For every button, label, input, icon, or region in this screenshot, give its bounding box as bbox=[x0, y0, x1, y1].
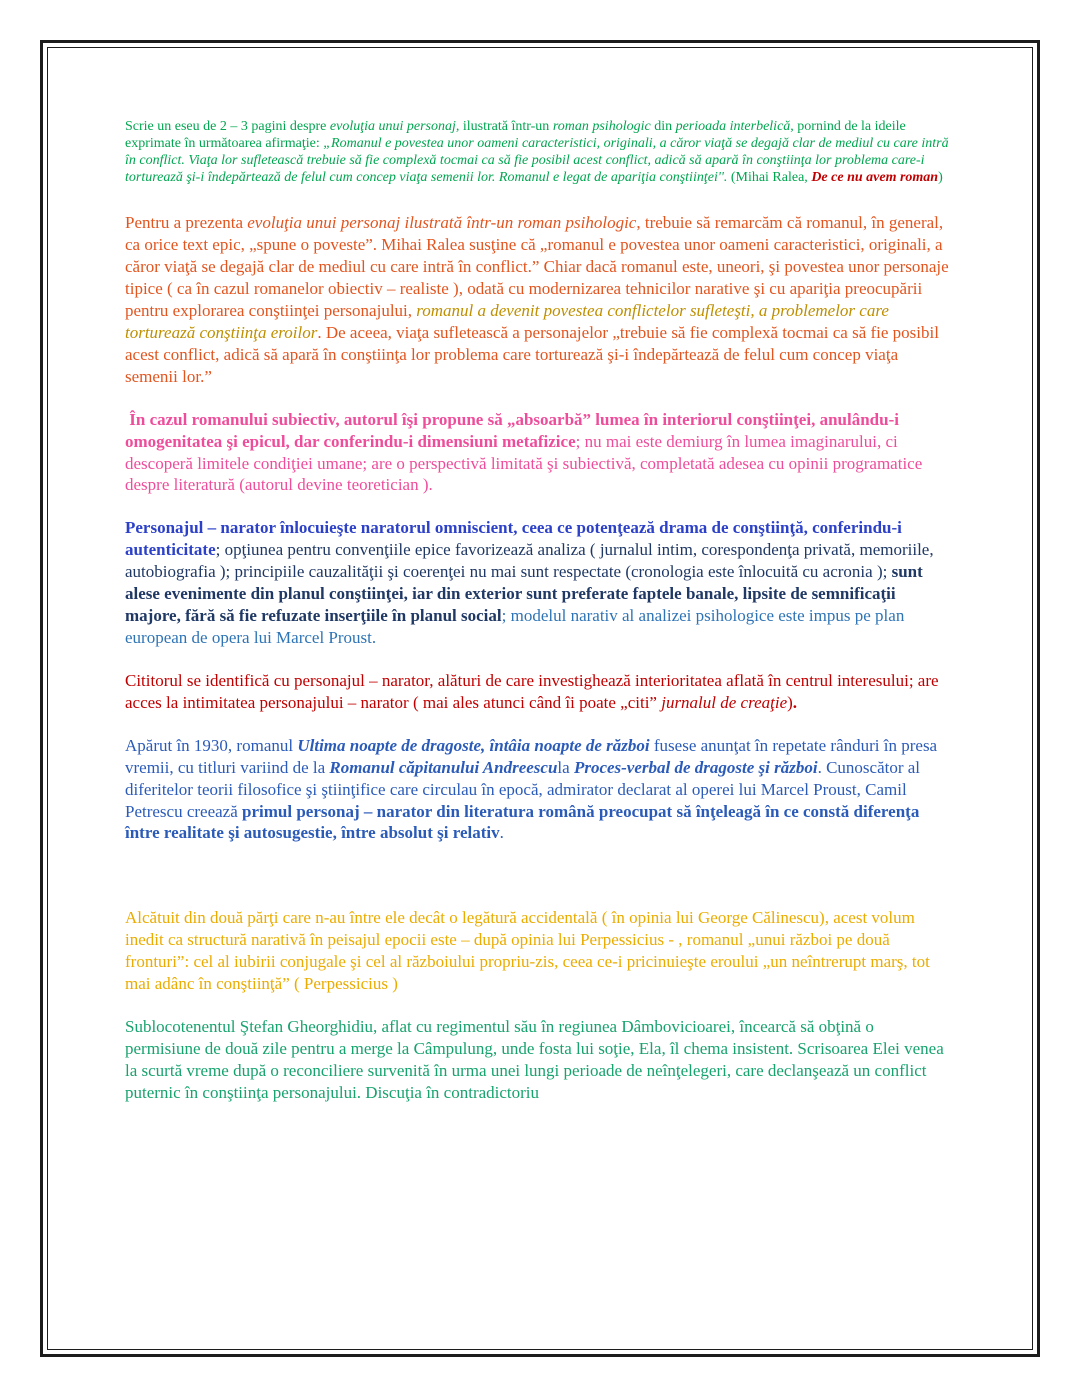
text-run: sunt alese evenimente din planul conştiinţei, iar din exterior sunt preferate faptele banale, lipsite de semnificaţii majore, fără să fie refuzate inserţiile în planul social bbox=[125, 562, 928, 626]
text-run: ) bbox=[787, 692, 793, 712]
text-run: Apărut în 1930, romanul bbox=[125, 735, 298, 755]
text-run: . bbox=[499, 823, 504, 843]
text-run: ; nu mai este demiurg în lumea imaginarului, ci descoperă limitele condiţiei umane; are o perspectivă limitată şi subiectivă, completată adesea cu opinii programatice despre literatură (autorul devine teoretician ). bbox=[125, 431, 927, 495]
text-run: roman psihologic bbox=[552, 119, 651, 134]
text-run: fusese anunţat în repetate rânduri în presa vremii, cu titluri variind de la bbox=[125, 735, 942, 777]
document-body bbox=[125, 118, 953, 1125]
essay-prompt-paragraph bbox=[125, 118, 953, 186]
text-run: , pornind de la ideile exprimate în următoarea afirmaţie: bbox=[125, 119, 910, 152]
text-run: primul personaj – narator din literatura română preocupat să înţeleagă în ce constă diferenţa între realitate şi autosugestie, între absolut şi relativ bbox=[125, 801, 924, 843]
plot-summary-paragraph bbox=[125, 1016, 953, 1104]
subjective-novel-paragraph bbox=[125, 409, 953, 497]
text-run: Pentru a prezenta bbox=[125, 213, 248, 233]
text-run: . De aceea, viaţa sufletească a personajelor „trebuie să fie complexă tocmai ca să fie posibil acest conflict, adică să apară în conştiinţa lor problema care torturează şi-i îndepărtează de felul cum concep viaţa semenii lor.” bbox=[125, 322, 944, 386]
text-run: Scrie un eseu de 2 – 3 pagini despre bbox=[125, 119, 330, 134]
text-run: evoluţia unui personaj, bbox=[329, 119, 460, 134]
narrator-character-paragraph bbox=[125, 517, 953, 649]
text-run: (Mihai Ralea, bbox=[727, 170, 812, 186]
text-run: Romanul căpitanului Andreescu bbox=[329, 757, 558, 777]
text-run: . bbox=[792, 692, 798, 712]
text-run: perioada interbelică bbox=[675, 119, 791, 134]
text-run: ilustrată într-un bbox=[459, 119, 553, 134]
text-run: „Romanul e povestea unor oameni caracteristici, originali, a căror viaţă se degajă clar de mediul cu care intră în conflict. Viaţa lor sufletească trebuie să fie complexă tocmai ca să fie posibil acest conflict, adică să apară în conştiinţa lor problema care-i torturează şi-i îndepărtează de felul cum concep viaţa semenii lor. Romanul e legat de apariţia conştiinţei''. bbox=[125, 136, 953, 186]
text-run: În cazul romanului subiectiv, autorul îşi propune să „absoarbă” lumea în interiorul conştiinţei, anulându-i omogenitatea şi epicul, dar conferindu-i dimensiuni metafizice bbox=[125, 409, 904, 451]
structure-paragraph bbox=[125, 907, 953, 995]
reader-identification-paragraph bbox=[125, 670, 953, 714]
text-run: , trebuie să remarcăm că romanul, în general, ca orice text epic, „spune o poveste”. Mihai Ralea susţine că „romanul e povestea unor oameni caracteristici, originali, a căror viaţă se degajă clar de mediul cu care intră în conflict.” Chiar dacă romanul este, uneori, şi povestea unor personaje tipice ( ca în cazul romanelor obiectiv – realiste ), odată cu modernizarea tehnicilor narative şi cu apariţia preocupării pentru explorarea conştiinţei personajului, bbox=[125, 213, 953, 320]
text-run: Proces-verbal de dragoste şi război bbox=[573, 757, 818, 777]
intro-paragraph bbox=[125, 212, 953, 387]
text-run: din bbox=[650, 119, 676, 134]
text-run: Cititorul se identifică cu personajul – narator, alături de care investighează interioritatea aflată în centrul interesului; are acces la intimitatea personajului – narator ( mai ales atunci când îi poate „citi” bbox=[125, 670, 943, 712]
text-run: Personajul – narator înlocuieşte naratorul omniscient, ceea ce potenţează drama de conştiinţă, conferindu-i autenticitate bbox=[125, 518, 907, 560]
blank-line bbox=[125, 865, 953, 886]
text-run: ; opţiunea pentru convenţiile epice favorizează analiza ( jurnalul intim, corespondenţa privată, memoriile, autobiografia ); principiile cauzalităţii şi coerenţei nu mai sunt respectate (cronologia este înlocuită cu acronia ); bbox=[125, 540, 938, 582]
text-run: ) bbox=[938, 170, 943, 186]
publication-paragraph bbox=[125, 735, 953, 845]
text-run: evoluţia unui personaj ilustrată într-un roman psihologic bbox=[247, 213, 637, 233]
text-run: Ultima noapte de dragoste, întâia noapte de război bbox=[297, 735, 650, 755]
text-run: romanul a devenit povestea conflictelor sufleteşti, a problemelor care torturează conştiinţa eroilor bbox=[125, 301, 894, 342]
text-run: la bbox=[557, 757, 574, 777]
text-run: Alcătuit din două părţi care n-au între ele decât o legătură accidentală ( în opinia lui George Călinescu), acest volum inedit ca structură narativă în peisajul epocii este – după opinia lui Perpessicius - , romanul „unui război pe două fronturi”: cel al iubirii conjugale şi cel al războiului propriu-zis, ceea ce-i pricinuieşte eroului „un neîntrerupt marş, tot mai adânc în conştiinţă” ( Perpessicius ) bbox=[125, 908, 935, 994]
text-run: ; modelul narativ al analizei psihologice este impus pe plan european de opera lui Marcel Proust. bbox=[125, 606, 909, 647]
text-run: De ce nu avem roman bbox=[811, 170, 939, 186]
blank-line bbox=[125, 886, 953, 907]
text-run: jurnalul de creaţie bbox=[661, 692, 788, 712]
text-run: Sublocotenentul Ştefan Gheorghidiu, aflat cu regimentul său în regiunea Dâmbovicioarei, încearcă să obţină o permisiune de două zile pentru a merge la Câmpulung, unde fosta lui soţie, Ela, îl chema insistent. Scrisoarea Elei venea la scurtă vreme după o reconciliere survenită în urma unei lungi perioade de neînţelegeri, care declanşează un conflict puternic în conştiinţa personajului. Discuţia în contradictoriu bbox=[125, 1017, 948, 1102]
text-run: . Cunoscător al diferitelor teorii filosofice şi ştiinţifice care circulau în epocă, admirator declarat al operei lui Marcel Proust, Camil Petrescu creează bbox=[125, 757, 925, 821]
